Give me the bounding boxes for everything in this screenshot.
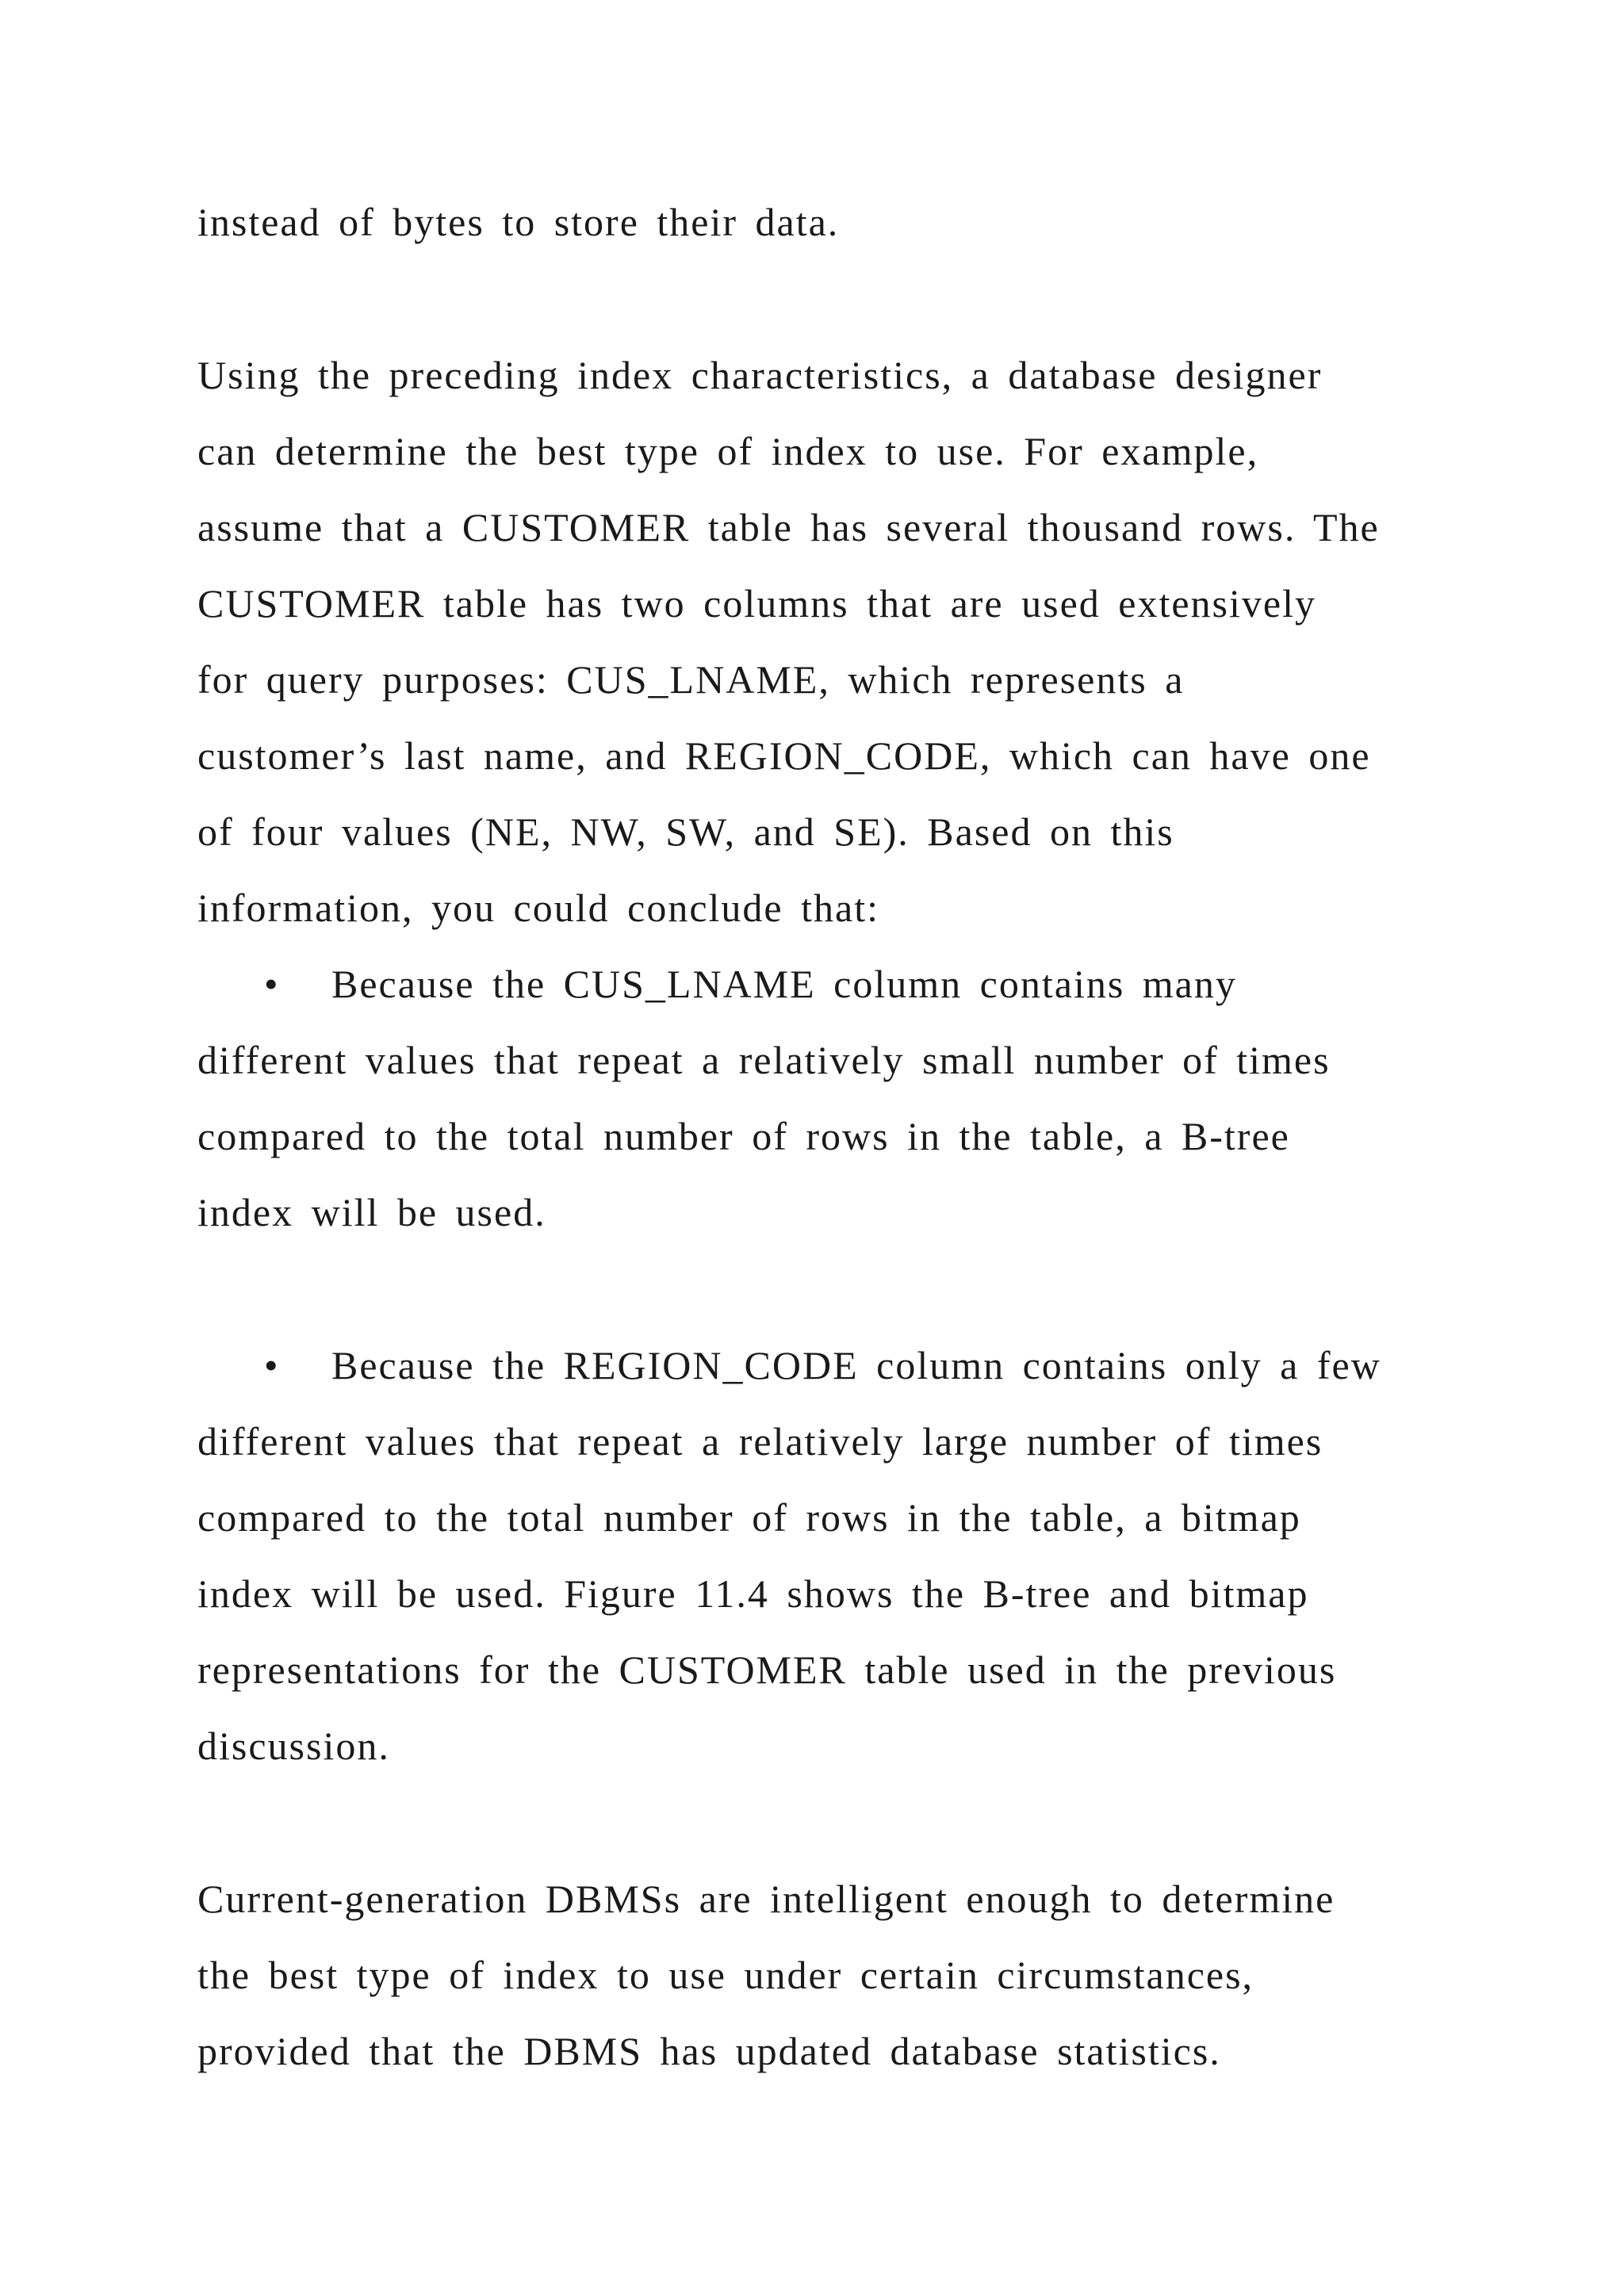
- text-line: can determine the best type of index to use. For example,: [197, 429, 1259, 473]
- text-line: index will be used. Figure 11.4 shows the B-tree and bitmap: [197, 1571, 1309, 1616]
- text-line: customer’s last name, and REGION_CODE, which can have one: [197, 733, 1371, 778]
- text-line: Because the CUS_LNAME column contains many: [331, 962, 1237, 1006]
- text-line: Current-generation DBMSs are intelligent enough to determine: [197, 1877, 1335, 1921]
- text-line: Because the REGION_CODE column contains only a few: [331, 1343, 1381, 1387]
- text-line: Using the preceding index characteristics, a database designer: [197, 353, 1323, 397]
- text-line: different values that repeat a relatively large number of times: [197, 1419, 1323, 1464]
- text-line: different values that repeat a relatively small number of times: [197, 1038, 1331, 1082]
- text-line: provided that the DBMS has updated database statistics.: [197, 2029, 1221, 2073]
- text-line: index will be used.: [197, 1190, 546, 1234]
- text-line: representations for the CUSTOMER table used in the previous: [197, 1647, 1337, 1692]
- bullet-icon: •: [264, 1343, 280, 1387]
- text-line: assume that a CUSTOMER table has several thousand rows. The: [197, 505, 1380, 549]
- text-line: discussion.: [197, 1724, 390, 1768]
- text-line: the best type of index to use under certain circumstances,: [197, 1953, 1254, 1997]
- bullet-icon: •: [264, 962, 280, 1006]
- text-line: compared to the total number of rows in the table, a B-tree: [197, 1114, 1290, 1158]
- text-line: instead of bytes to store their data.: [197, 200, 840, 244]
- text-line: CUSTOMER table has two columns that are used extensively: [197, 581, 1316, 626]
- text-line: compared to the total number of rows in the table, a bitmap: [197, 1495, 1301, 1540]
- text-line: of four values (NE, NW, SW, and SE). Based on this: [197, 809, 1174, 854]
- text-line: information, you could conclude that:: [197, 886, 879, 930]
- text-line: for query purposes: CUS_LNAME, which represents a: [197, 657, 1185, 702]
